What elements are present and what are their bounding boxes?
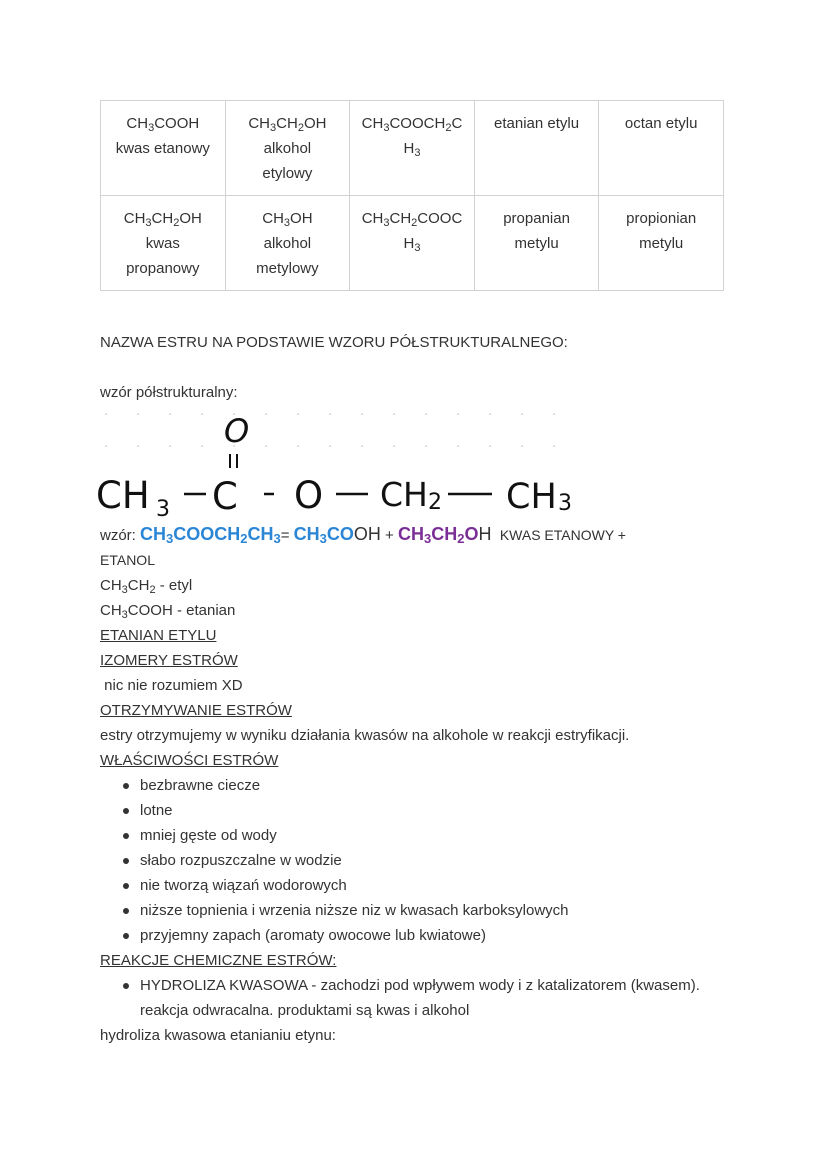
table-row xyxy=(101,196,724,291)
cell-line: alkohol xyxy=(263,235,312,252)
table-cell xyxy=(101,196,226,291)
cell-line: propanian xyxy=(503,210,570,227)
alcohol-formula-colored: $CH_3CH_2O$ xyxy=(398,524,479,546)
hand-ch3-left-sub: 3 xyxy=(156,497,170,520)
list-item: słabo rozpuszczalne w wodzie xyxy=(126,848,740,873)
struct-formula-label: wzór półstrukturalny: xyxy=(100,384,238,401)
hand-oxygen-mid: O xyxy=(294,474,324,517)
ester-table-body xyxy=(101,101,724,291)
cell-line: alkohol xyxy=(263,140,312,157)
cell-line: $CH_3COOH$ xyxy=(126,115,200,134)
hand-ch2: CH xyxy=(380,475,428,514)
cell-line: kwas xyxy=(145,235,180,252)
list-item: bezbrawne ciecze xyxy=(126,773,740,798)
cell-line: etylowy xyxy=(262,165,313,182)
acid-formula-rest: OH xyxy=(353,524,381,544)
formula-tail: KWAS ETANOWY + xyxy=(499,527,626,543)
cell-line: $CH_3CH_2OH$ xyxy=(123,210,202,229)
table-cell xyxy=(225,196,350,291)
formula-prefix: wzór: xyxy=(100,527,141,544)
acid-formula-colored: $CH_3CO$ xyxy=(293,524,354,546)
isomers-text: nic nie rozumiem XD xyxy=(100,677,243,694)
name-result: ETANIAN ETYLU xyxy=(100,627,217,644)
list-item: lotne xyxy=(126,798,740,823)
plus-sign: + xyxy=(380,527,398,544)
table-cell xyxy=(225,101,350,196)
cell-line: propanowy xyxy=(126,260,200,277)
ethyl-line: $CH_3CH_2$ - etyl xyxy=(100,577,193,596)
final-line: hydroliza kwasowa etanianiu etynu: xyxy=(100,1027,336,1044)
cell-line: $CH_3CH_2COOC$ xyxy=(361,210,463,229)
list-item: nie tworzą wiązań wodorowych xyxy=(126,873,740,898)
ester-formula: $CH_3COOCH_2CH_3$ xyxy=(140,524,281,546)
hand-ch3-left: CH xyxy=(96,474,150,517)
hand-ch3-right-sub: 3 xyxy=(558,491,572,516)
cell-line: kwas etanowy xyxy=(115,140,210,157)
production-text: estry otrzymujemy w wyniku działania kwasów na alkohole w reakcji estryfikacji. xyxy=(100,727,630,744)
properties-list xyxy=(100,773,740,948)
cell-line: $CH_3CH_2OH$ xyxy=(248,115,327,134)
properties-title: WŁAŚCIWOŚCI ESTRÓW xyxy=(100,752,279,769)
reactions-title: REAKCJE CHEMICZNE ESTRÓW: xyxy=(100,952,337,969)
cell-line: etanian etylu xyxy=(494,115,580,132)
cell-line: metylu xyxy=(639,235,684,252)
table-cell xyxy=(474,101,599,196)
table-row xyxy=(101,101,724,196)
table-cell xyxy=(599,101,724,196)
hand-carbon: C xyxy=(212,475,238,518)
list-item: przyjemny zapach (aromaty owocowe lub kwiatowe) xyxy=(126,923,740,948)
hand-ch3-right: CH xyxy=(506,477,557,517)
formula-tail-2: ETANOL xyxy=(100,552,155,568)
isomers-title: IZOMERY ESTRÓW xyxy=(100,652,238,669)
table-cell xyxy=(350,101,475,196)
cell-line: $CH_3COOCH_2C$ xyxy=(361,115,463,134)
list-item: niższe topnienia i wrzenia niższe niz w kwasach karboksylowych xyxy=(126,898,740,923)
cell-line: metylowy xyxy=(256,260,319,277)
table-cell xyxy=(101,101,226,196)
cell-line: $H_3$ xyxy=(403,140,421,159)
cell-line: metylu xyxy=(514,235,559,252)
cell-line: propionian xyxy=(626,210,697,227)
alcohol-formula-rest: H xyxy=(478,524,492,544)
formula-line xyxy=(100,522,740,548)
section-heading: NAZWA ESTRU NA PODSTAWIE WZORU PÓŁSTRUKTURALNEGO: xyxy=(100,334,568,351)
handwritten-structural-formula xyxy=(96,408,586,520)
cell-line: $CH_3OH$ xyxy=(262,210,313,229)
hand-oxygen-top: O xyxy=(224,412,250,450)
cell-line: octan etylu xyxy=(624,115,698,132)
ester-table xyxy=(100,100,724,291)
notes-body xyxy=(100,522,740,1048)
list-item: HYDROLIZA KWASOWA - zachodzi pod wpływem wody i z katalizatorem (kwasem). reakcja odwracalna. produktami są kwas i alkohol xyxy=(126,973,740,1023)
production-title: OTRZYMYWANIE ESTRÓW xyxy=(100,702,292,719)
equals-sign: = xyxy=(280,527,294,544)
reactions-list xyxy=(100,973,740,1023)
list-item: mniej gęste od wody xyxy=(126,823,740,848)
table-cell xyxy=(350,196,475,291)
table-cell xyxy=(599,196,724,291)
table-cell xyxy=(474,196,599,291)
cell-line: $H_3$ xyxy=(403,235,421,254)
hand-ch2-sub: 2 xyxy=(428,490,442,515)
ethanoate-line: $CH_3COOH$ - etanian xyxy=(100,602,236,621)
